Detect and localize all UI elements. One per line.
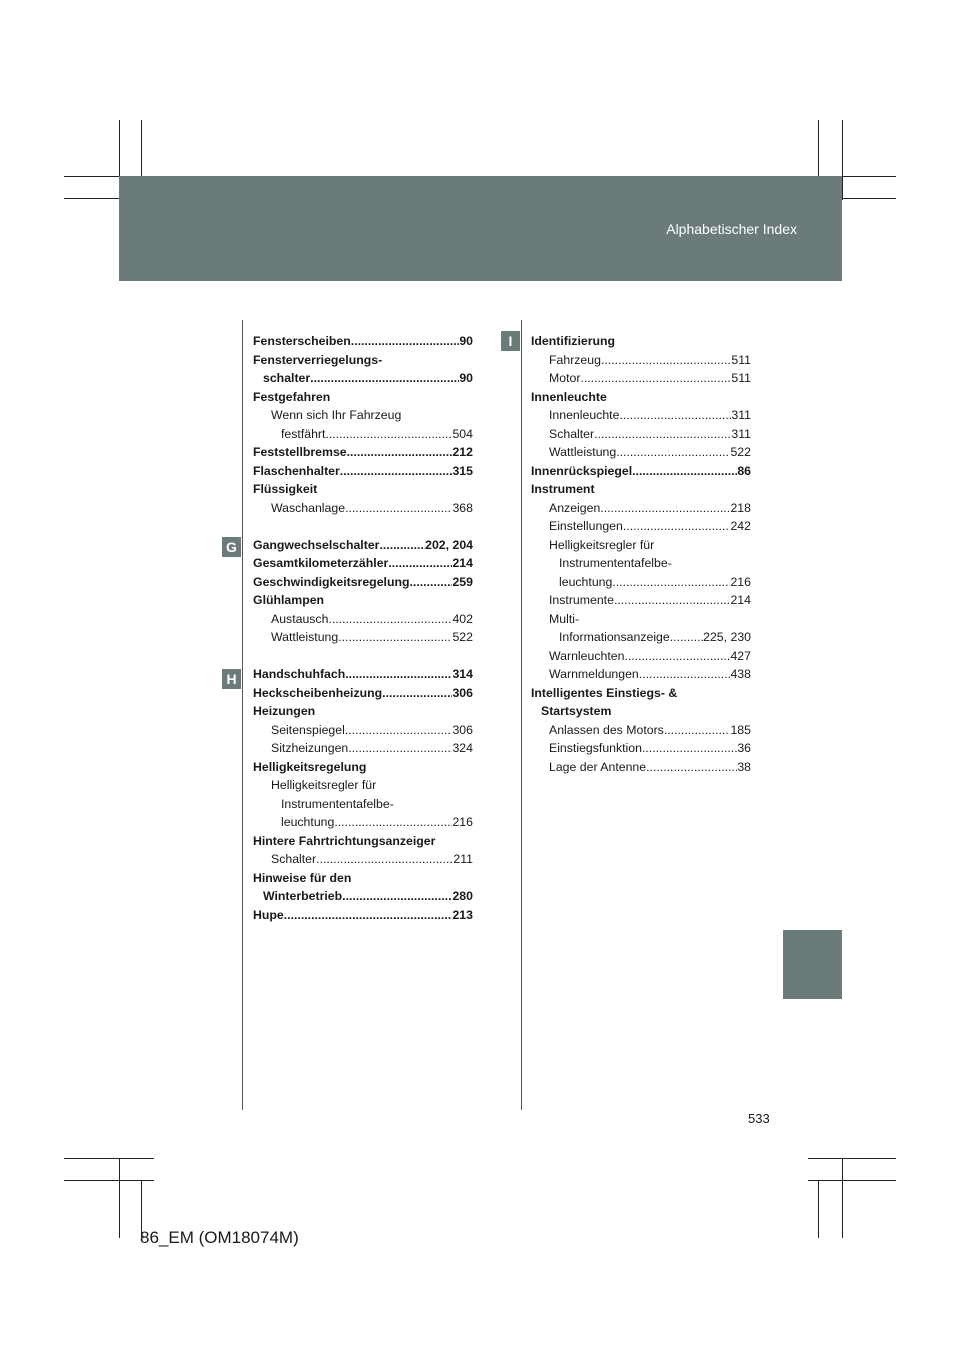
index-page-ref: 306: [452, 722, 473, 737]
index-entry: [253, 591, 473, 610]
index-page-ref: 214: [730, 593, 751, 607]
index-term: Hinweise für den: [253, 870, 352, 885]
index-entry: [531, 554, 751, 573]
column-divider: [521, 320, 522, 1110]
index-page-ref: 522: [730, 445, 751, 459]
index-term: Hupe: [253, 907, 284, 922]
index-term: Heizungen: [253, 704, 316, 718]
index-entry: [531, 721, 751, 740]
index-entry: [253, 702, 473, 721]
index-term: Helligkeitsregler für: [549, 537, 655, 552]
index-entry: [253, 813, 473, 832]
index-page-ref: 216: [730, 574, 751, 589]
index-term: Schalter: [549, 426, 595, 441]
index-entry: [253, 628, 473, 647]
index-term: Helligkeitsregler für: [271, 778, 377, 792]
leader-dots: [310, 369, 459, 388]
index-entry: [253, 462, 473, 481]
index-entry: [253, 776, 473, 795]
index-page-ref: 311: [731, 426, 751, 441]
crop-mark: [842, 120, 843, 200]
index-entry: [253, 832, 473, 851]
document-code: 86_EM (OM18074M): [140, 1228, 299, 1247]
index-entry: [253, 887, 473, 906]
index-term: Anlassen des Motors: [549, 722, 664, 737]
index-term: Informationsanzeige: [559, 630, 670, 644]
index-term: Identifizierung: [531, 334, 616, 348]
index-page-ref: 306: [452, 685, 473, 700]
index-term: Lage der Antenne: [549, 759, 647, 774]
index-entry: [253, 351, 473, 370]
index-term: Einstellungen: [549, 519, 623, 533]
index-entry: [531, 351, 751, 370]
index-term: Feststellbremse: [253, 445, 347, 459]
index-entry: [531, 591, 751, 610]
index-term: Wattleistung: [271, 630, 339, 644]
index-term: Einstiegsfunktion: [549, 741, 642, 755]
index-page-ref: 38: [737, 759, 751, 774]
index-page-ref: 213: [452, 907, 473, 922]
index-entry: [253, 499, 473, 518]
crop-mark: [842, 1158, 843, 1238]
index-entry: [531, 684, 751, 703]
index-column-right: [531, 332, 751, 776]
index-term: Startsystem: [541, 704, 612, 718]
index-term: Motor: [549, 371, 581, 385]
crop-mark: [818, 1180, 819, 1238]
index-page-ref: 212: [452, 445, 473, 459]
index-entry: [531, 573, 751, 592]
leader-dots: [316, 850, 453, 869]
index-entry: [531, 388, 751, 407]
index-term: Warnleuchten: [549, 648, 625, 663]
index-term: Festgefahren: [253, 389, 331, 404]
index-entry: [531, 406, 751, 425]
leader-dots: [664, 721, 731, 740]
index-term: Instrumententafelbe-: [559, 556, 672, 570]
leader-dots: [338, 628, 452, 647]
leader-dots: [388, 554, 452, 573]
leader-dots: [639, 665, 731, 684]
index-entry: [253, 536, 473, 555]
index-term: Multi-: [549, 611, 580, 626]
index-entry: [531, 332, 751, 351]
page-header: [119, 176, 842, 281]
leader-dots: [612, 573, 730, 592]
index-page-ref: 216: [452, 815, 473, 829]
section-letter-i: I: [501, 331, 520, 351]
index-term: Fensterscheiben: [253, 334, 351, 348]
leader-dots: [284, 906, 453, 925]
index-page-ref: 280: [452, 889, 473, 903]
index-entry: [531, 610, 751, 629]
index-column-left: [253, 332, 473, 924]
index-gap: [253, 647, 473, 666]
crop-mark: [808, 1158, 896, 1159]
index-entry: [253, 369, 473, 388]
index-page-ref: 314: [452, 667, 473, 681]
section-letter-g: G: [222, 537, 241, 557]
index-page-ref: 402: [452, 611, 473, 626]
index-term: festfährt: [281, 426, 326, 441]
index-entry: [253, 480, 473, 499]
index-entry: [253, 665, 473, 684]
index-term: Handschuhfach: [253, 667, 346, 681]
index-page-ref: 86: [737, 463, 751, 478]
section-letter-h: H: [222, 669, 241, 689]
index-entry: [253, 739, 473, 758]
leader-dots: [345, 499, 452, 518]
index-entry: [531, 665, 751, 684]
index-page-ref: 218: [730, 500, 751, 515]
leader-dots: [340, 462, 453, 481]
index-page-ref: 368: [452, 500, 473, 515]
index-term: Wenn sich Ihr Fahrzeug: [271, 408, 402, 422]
leader-dots: [623, 517, 731, 536]
index-term: Instrumente: [549, 593, 614, 607]
index-term: Geschwindigkeitsregelung: [253, 574, 410, 589]
leader-dots: [642, 739, 737, 758]
index-term: Helligkeitsregelung: [253, 759, 367, 774]
leader-dots: [351, 332, 460, 351]
index-term: Innenleuchte: [549, 408, 620, 422]
index-term: Gesamtkilometerzähler: [253, 556, 389, 570]
index-entry: [531, 628, 751, 647]
index-term: Glühlampen: [253, 593, 325, 607]
index-entry: [531, 536, 751, 555]
index-entry: [531, 739, 751, 758]
index-entry: [253, 721, 473, 740]
index-entry: [253, 425, 473, 444]
index-entry: [531, 462, 751, 481]
leader-dots: [325, 425, 452, 444]
index-page-ref: 315: [452, 463, 473, 478]
index-term: Schalter: [271, 852, 317, 866]
crop-mark: [808, 1180, 896, 1181]
leader-dots: [379, 536, 425, 555]
index-page-ref: 90: [459, 334, 473, 348]
index-term: Fahrzeug: [549, 352, 601, 367]
index-entry: [253, 388, 473, 407]
index-entry: [253, 443, 473, 462]
index-gap: [253, 517, 473, 536]
index-page-ref: 36: [737, 741, 751, 755]
index-entry: [253, 554, 473, 573]
index-term: Warnmeldungen: [549, 667, 639, 681]
index-term: Seitenspiegel: [271, 722, 345, 737]
chapter-tab: [783, 930, 842, 999]
leader-dots: [328, 610, 452, 629]
leader-dots: [345, 721, 453, 740]
index-page-ref: 324: [452, 741, 473, 755]
index-term: Heckscheibenheizung: [253, 685, 383, 700]
index-page-ref: 427: [730, 648, 751, 663]
index-term: Hintere Fahrtrichtungsanzeiger: [253, 833, 436, 848]
index-entry: [531, 758, 751, 777]
leader-dots: [619, 406, 731, 425]
leader-dots: [624, 647, 730, 666]
column-divider: [242, 320, 243, 1110]
index-page-ref: 90: [459, 371, 473, 385]
index-entry: [531, 702, 751, 721]
index-term: leuchtung: [281, 815, 335, 829]
page-number: 533: [748, 1111, 770, 1126]
leader-dots: [348, 739, 452, 758]
index-term: Gangwechselschalter: [253, 537, 380, 552]
leader-dots: [342, 887, 452, 906]
index-entry: [531, 499, 751, 518]
index-term: Innenrückspiegel: [531, 463, 633, 478]
index-page-ref: 311: [731, 408, 751, 422]
index-page-ref: 211: [453, 852, 473, 866]
index-page-ref: 511: [731, 352, 751, 367]
crop-mark: [119, 1158, 120, 1238]
leader-dots: [646, 758, 737, 777]
crop-mark: [64, 1158, 154, 1159]
index-entry: [253, 869, 473, 888]
index-entry: [253, 573, 473, 592]
leader-dots: [382, 684, 452, 703]
index-page-ref: 259: [452, 574, 473, 589]
index-entry: [253, 684, 473, 703]
index-term: Austausch: [271, 611, 329, 626]
leader-dots: [347, 443, 453, 462]
index-entry: [531, 369, 751, 388]
index-term: Instrumententafelbe-: [281, 796, 394, 811]
leader-dots: [601, 351, 731, 370]
leader-dots: [632, 462, 737, 481]
leader-dots: [600, 499, 730, 518]
index-term: Fensterverriegelungs-: [253, 352, 383, 367]
index-term: Winterbetrieb: [263, 889, 343, 903]
index-term: Intelligentes Einstiegs- &: [531, 685, 678, 700]
index-term: Waschanlage: [271, 500, 346, 515]
index-page-ref: 504: [452, 426, 473, 441]
index-term: Sitzheizungen: [271, 741, 349, 755]
leader-dots: [616, 443, 730, 462]
leader-dots: [580, 369, 731, 388]
index-page-ref: 511: [731, 371, 751, 385]
leader-dots: [670, 628, 703, 647]
index-term: Flaschenhalter: [253, 463, 340, 478]
index-term: Innenleuchte: [531, 389, 607, 404]
index-term: Wattleistung: [549, 445, 617, 459]
index-page-ref: 438: [730, 667, 751, 681]
crop-mark: [64, 1180, 154, 1181]
index-entry: [531, 425, 751, 444]
index-entry: [531, 480, 751, 499]
index-entry: [253, 758, 473, 777]
index-entry: [253, 332, 473, 351]
leader-dots: [409, 573, 452, 592]
leader-dots: [594, 425, 731, 444]
index-entry: [531, 647, 751, 666]
index-page-ref: 214: [452, 556, 473, 570]
index-entry: [531, 443, 751, 462]
index-term: Instrument: [531, 482, 595, 496]
index-page-ref: 185: [730, 722, 751, 737]
leader-dots: [345, 665, 452, 684]
page-title: Alphabetischer Index: [666, 221, 797, 237]
index-term: Flüssigkeit: [253, 482, 318, 496]
index-term: Anzeigen: [549, 500, 601, 515]
index-entry: [531, 517, 751, 536]
index-entry: [253, 795, 473, 814]
index-page-ref: 202, 204: [425, 537, 473, 552]
index-term: schalter: [263, 371, 311, 385]
index-term: leuchtung: [559, 574, 613, 589]
index-page-ref: 242: [730, 519, 751, 533]
index-entry: [253, 850, 473, 869]
index-entry: [253, 406, 473, 425]
index-page-ref: 522: [452, 630, 473, 644]
index-entry: [253, 906, 473, 925]
index-page-ref: 225, 230: [703, 630, 751, 644]
leader-dots: [334, 813, 452, 832]
leader-dots: [614, 591, 731, 610]
index-entry: [253, 610, 473, 629]
